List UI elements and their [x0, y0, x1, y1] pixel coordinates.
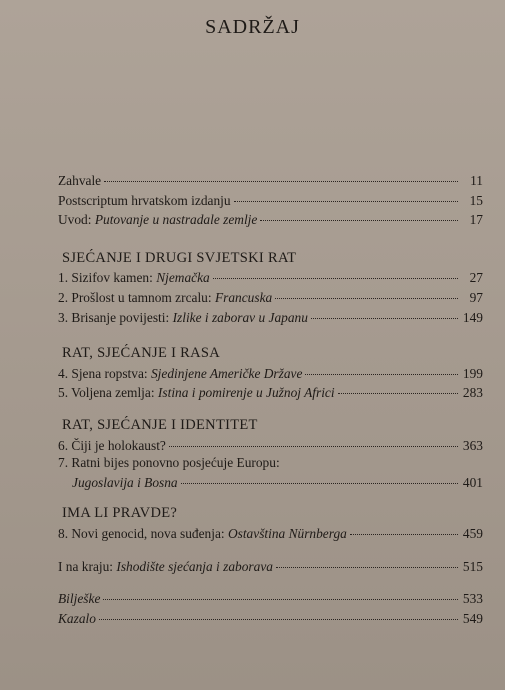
entry-page-number: 549 — [462, 610, 483, 626]
dot-leader — [338, 379, 458, 394]
dot-leader — [275, 284, 458, 299]
toc-entry-chapter-3 — [58, 307, 483, 327]
table-of-contents — [58, 170, 483, 627]
entry-page-number: 27 — [469, 270, 483, 286]
entry-page-number: 533 — [462, 591, 483, 607]
section-heading: IMA LI PRAVDE? — [62, 505, 178, 522]
toc-entry-ending — [58, 556, 483, 576]
dot-leader — [99, 605, 458, 620]
section-heading: RAT, SJEĆANJE I RASA — [62, 345, 221, 362]
dot-leader — [350, 520, 458, 535]
entry-label: 4. Sjena ropstva: Sjedinjene Američke Države — [58, 365, 303, 381]
entry-page-number: 11 — [470, 173, 483, 188]
entry-page-number: 15 — [469, 192, 483, 208]
toc-entry-chapter-7-first-line: 7. Ratni bijes ponovno posjećuje Europu: — [58, 455, 280, 471]
dot-leader — [104, 167, 458, 182]
entry-page-number: 459 — [462, 525, 483, 541]
dot-leader — [305, 360, 458, 375]
entry-label: I na kraju: Ishodište sjećanja i zaborava — [58, 558, 273, 574]
entry-label: Jugoslavija i Bosna — [72, 474, 178, 490]
entry-page-number: 17 — [469, 212, 483, 228]
entry-page-number: 199 — [462, 365, 483, 381]
toc-entry-chapter-6 — [58, 435, 483, 455]
dot-leader — [311, 304, 458, 319]
entry-label: 6. Čiji je holokaust? — [58, 437, 166, 453]
entry-label: 2. Prošlost u tamnom zrcalu: Francuska — [58, 289, 273, 305]
entry-page-number: 401 — [462, 474, 483, 490]
dot-leader — [103, 585, 458, 600]
dot-leader — [276, 553, 458, 568]
entry-label: Bilješke — [58, 591, 101, 607]
toc-entry-chapter-8 — [58, 523, 483, 543]
entry-label: Postscriptum hrvatskom izdanju — [58, 192, 231, 208]
entry-label: Uvod: Putovanje u nastradale zemlje — [58, 212, 258, 228]
entry-page-number: 149 — [462, 309, 483, 325]
entry-page-number: 97 — [469, 289, 483, 305]
toc-entry-kazalo — [58, 608, 483, 628]
dot-leader — [181, 469, 458, 484]
toc-entry-chapter-5 — [58, 382, 483, 402]
dot-leader — [234, 187, 458, 202]
dot-leader — [260, 206, 458, 221]
entry-page-number: 283 — [462, 385, 483, 401]
entry-label: Kazalo — [58, 610, 96, 626]
entry-label: 5. Voljena zemlja: Istina i pomirenje u Južnoj Africi — [58, 385, 335, 401]
entry-page-number: 363 — [462, 437, 483, 453]
entry-label: 1. Sizifov kamen: Njemačka — [58, 270, 210, 286]
page-title: SADRŽAJ — [205, 16, 300, 38]
section-heading: SJEĆANJE I DRUGI SVJETSKI RAT — [62, 249, 297, 266]
toc-entry-chapter-7 — [58, 472, 483, 492]
toc-entry-uvod — [58, 209, 483, 229]
entry-page-number: 515 — [462, 558, 483, 574]
entry-label: 3. Brisanje povijesti: Izlike i zaborav u Japanu — [58, 309, 308, 325]
dot-leader — [169, 432, 458, 447]
entry-label: 8. Novi genocid, nova suđenja: Ostavština Nürnberga — [58, 525, 347, 541]
entry-label: Zahvale — [58, 173, 102, 188]
dot-leader — [213, 264, 458, 279]
section-heading: RAT, SJEĆANJE I IDENTITET — [62, 416, 258, 433]
